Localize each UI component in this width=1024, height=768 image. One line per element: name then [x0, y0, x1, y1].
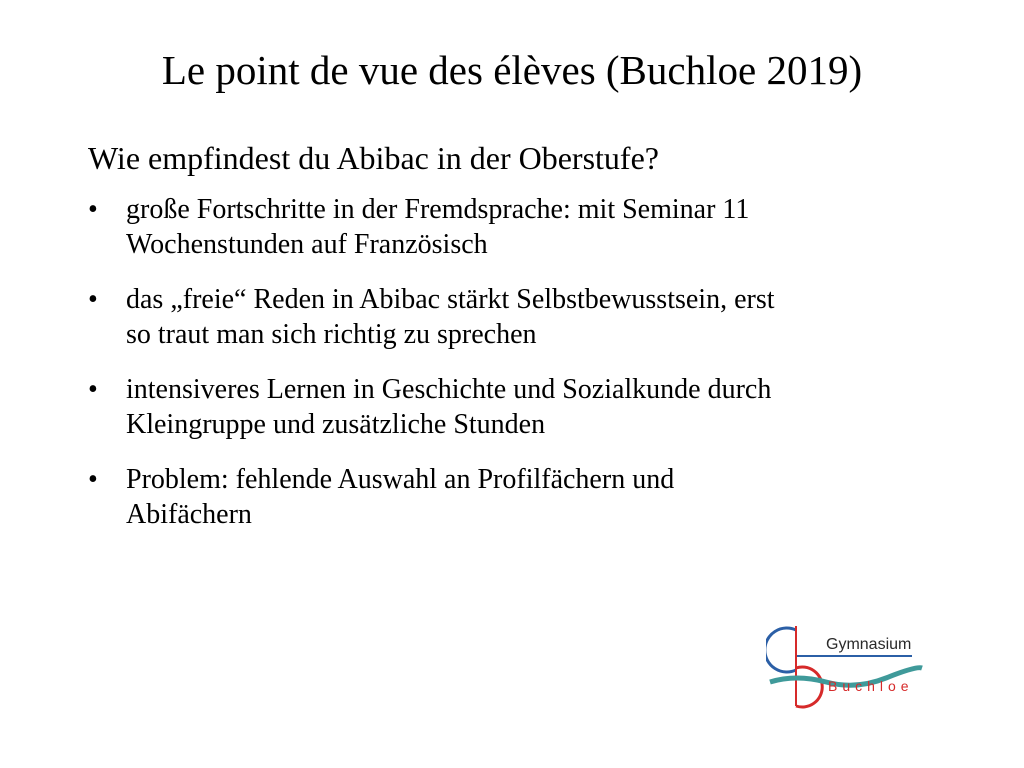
bullet-text-line1: große Fortschritte in der Fremdsprache: mit Seminar 11: [126, 194, 750, 225]
bullet-icon: •: [88, 284, 98, 315]
bullet-text-line2: Wochenstunden auf Französisch: [126, 229, 488, 260]
bullet-text-line2: so traut man sich richtig zu sprechen: [126, 319, 537, 350]
bullet-text-line1: Problem: fehlende Auswahl an Profilfächern und: [126, 464, 675, 495]
slide-title: Le point de vue des élèves (Buchloe 2019): [161, 47, 863, 93]
bullet-item: [88, 192, 948, 262]
bullet-list: [88, 192, 948, 532]
bullet-icon: •: [88, 374, 98, 405]
bullet-item: [88, 282, 948, 352]
bullet-icon: •: [88, 194, 98, 225]
bullet-text-line2: Kleingruppe und zusätzliche Stunden: [126, 409, 546, 440]
bullet-text-line2: Abifächern: [126, 499, 252, 530]
bullet-item: [88, 372, 948, 442]
bullet-item: [88, 462, 948, 532]
logo-top-text: Gymnasium: [826, 636, 912, 653]
school-logo: [766, 622, 926, 714]
bullet-text-line1: das „freie“ Reden in Abibac stärkt Selbstbewusstsein, erst: [126, 284, 775, 315]
question-heading: Wie empfindest du Abibac in der Oberstufe?: [88, 140, 659, 176]
bullet-text-line1: intensiveres Lernen in Geschichte und Sozialkunde durch: [126, 374, 772, 405]
slide-content: [88, 136, 948, 552]
logo-bottom-text: Buchloe: [828, 678, 914, 694]
bullet-icon: •: [88, 464, 98, 495]
